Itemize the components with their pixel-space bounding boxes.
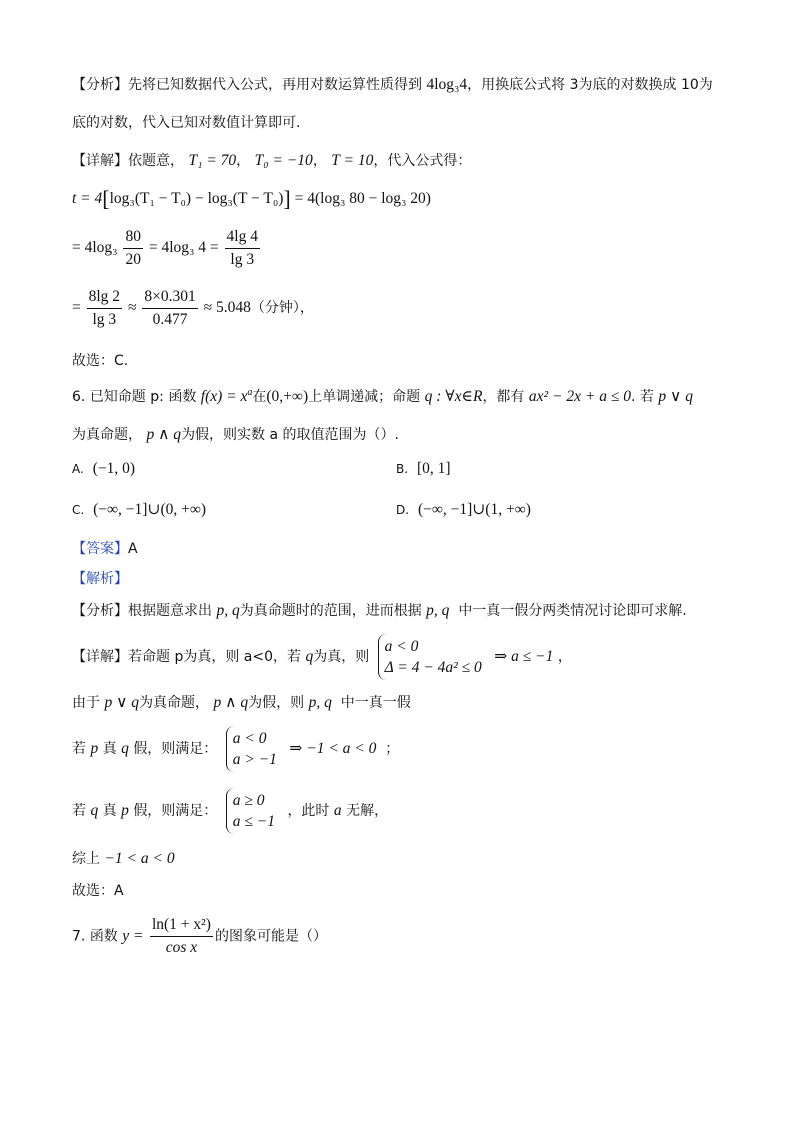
q5-equation-1: t = 4[log₃(T₁ − T₀) − log₃(T − T₀)] = 4(log₃ 80 − log₃ 20) [72, 186, 431, 211]
q6-analysis: 【分析】根据题意求出 p, q为真命题时的范围，进而根据 p, q 中一真一假分两类情况讨论即可求解. [72, 602, 687, 619]
analysis-label: 【分析】 [72, 77, 128, 93]
option-a: A. (−1, 0) [72, 460, 136, 477]
q6-stem-line1: 6. 已知命题 p: 函数 $f(x) = x^a$在(0,+∞)上单调递减；命题 q : ∀x∈R，都有 ax² − 2x + a ≤ 0. 若 p ∨ q [72, 387, 693, 405]
q6-since-line: 由于 p ∨ q为真命题， p ∧ q为假，则 p, q 中一真一假 [72, 694, 411, 711]
fraction: $\frac{\text{ln(1 + x²)}}{\text{cos x}}$ [151, 916, 211, 956]
equation-system: a < 0 a > −1 [226, 726, 281, 772]
detail-label: 【详解】 [72, 153, 128, 169]
q5-detail-line: 【详解】依题意， T₁ = 70， T₀ = −10， T = 10，代入公式得： [72, 152, 472, 169]
q6-answer: 【答案】A [72, 541, 138, 557]
fraction: $\frac{8\lg 2}{\lg 3}$ [88, 288, 121, 328]
q6-summary: 综上 −1 < a < 0 [72, 850, 175, 867]
fraction: $\frac{8\times 0.301}{0.477}$ [144, 288, 196, 328]
q5-analysis-line1: 【分析】先将已知数据代入公式，再用对数运算性质得到 4log₃4，用换底公式将 3为底的对数换成 10为 [72, 76, 713, 93]
math-expr: 4log₃4 [426, 76, 468, 93]
equation-system: a < 0 Δ = 4 − 4a² ≤ 0 [378, 634, 486, 680]
q5-equation-2: = 4log₃ $\frac{80}{20}$ = 4log₃ 4 = $\frac{4\lg 4}{\lg 3}$ [72, 228, 258, 268]
option-d: D. (−∞, −1]∪(1, +∞) [396, 501, 531, 518]
q6-choose: 故选：A [72, 883, 124, 899]
fraction: $\frac{80}{20}$ [125, 228, 141, 268]
q6-explain [72, 568, 128, 588]
fraction: $\frac{4\lg 4}{\lg 3}$ [226, 228, 258, 268]
answer-label: 【答案】 [72, 541, 128, 557]
q6-detail: 【详解】若命题 p为真，则 a<0，若 q为真，则 a < 0 Δ = 4 − 4a² ≤ 0 ⇒ a ≤ −1 ， [72, 634, 572, 680]
q5-choose: 故选：C. [72, 353, 129, 369]
option-b: B. [0, 1] [396, 460, 451, 477]
explain-label: 【解析】 [72, 571, 128, 587]
question-number: 6. [72, 389, 86, 405]
option-c: C. (−∞, −1]∪(0, +∞) [72, 501, 207, 518]
q6-case2: 若 q 真 p 假，则满足： a ≥ 0 a ≤ −1 ，此时 a 无解， [72, 788, 388, 834]
q7-stem: 7. 函数 y = $\frac{\text{ln(1 + x²)}}{\text{cos x}}$ 的图象可能是（） [72, 916, 327, 956]
q5-analysis-line2: 底的对数，代入已知对数值计算即可. [72, 115, 301, 131]
question-number: 7. [72, 928, 86, 945]
q5-equation-3: = $\frac{8\lg 2}{\lg 3}$ ≈ $\frac{8\times 0.301}{0.477}$ ≈ 5.048（分钟）， [72, 288, 314, 328]
q6-case1: 若 p 真 q 假，则满足： a < 0 a > −1 ⇒ −1 < a < 0 ； [72, 726, 399, 772]
q6-stem-line2: 为真命题， p ∧ q为假，则实数 a 的取值范围为（）. [72, 426, 399, 443]
equation-system: a ≥ 0 a ≤ −1 [226, 788, 279, 834]
